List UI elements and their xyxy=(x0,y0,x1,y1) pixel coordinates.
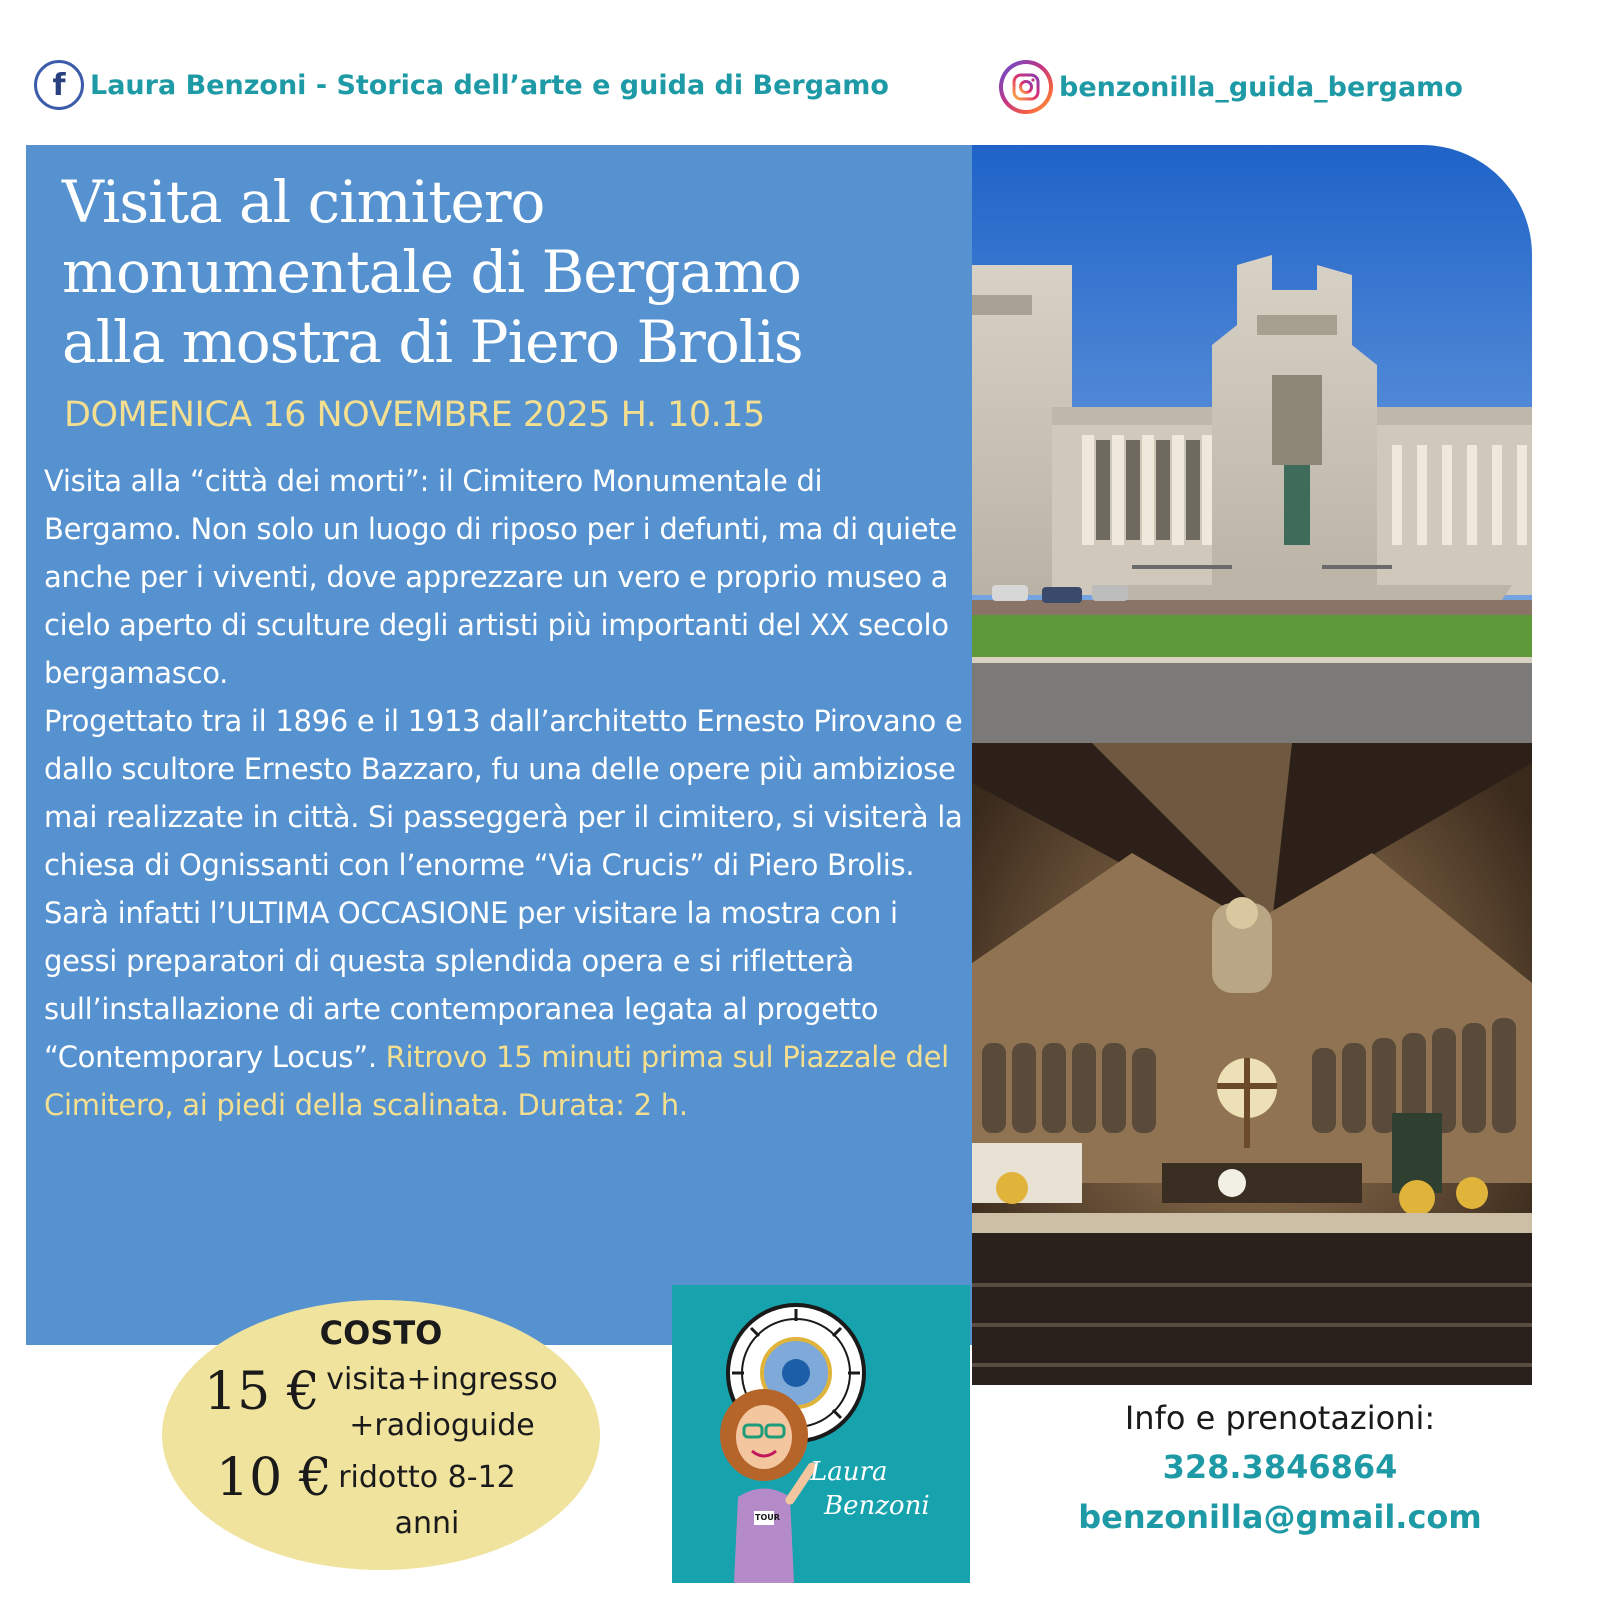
cost-box xyxy=(162,1300,600,1570)
description-paragraph-2: Progettato tra il 1896 e il 1913 dall’architetto Ernesto Pirovano e dallo scultore Ernesto Bazzaro, fu una delle opere più ambiziose mai realizzate in città. Si passeggerà per il cimitero, si visiterà la chiesa di Ognissanti con l’enorme “Via Crucis” di Piero Brolis. Sarà infatti l’ULTIMA OCCASIONE per visitare la mostra con i gessi preparatori di questa splendida opera e si rifletterà sull’installazione di arte contemporanea legata al progetto “Contemporary Locus”. xyxy=(44,704,963,1074)
laura-benzoni-logo xyxy=(672,1285,970,1583)
facebook-label: Laura Benzoni - Storica dell’arte e guida di Bergamo xyxy=(90,69,889,101)
logo-illustration xyxy=(672,1285,970,1583)
instagram-link[interactable] xyxy=(999,60,1463,114)
event-date: DOMENICA 16 NOVEMBRE 2025 H. 10.15 xyxy=(64,395,765,435)
photo-column xyxy=(972,145,1532,1385)
booking-info xyxy=(1040,1394,1520,1542)
logo-name-line-2: Benzoni xyxy=(824,1491,930,1521)
event-title-line-1: Visita al cimitero xyxy=(62,168,545,236)
event-description xyxy=(44,457,964,1129)
price-full: 15 € xyxy=(204,1362,320,1422)
logo-name xyxy=(810,1455,930,1523)
logo-tour-badge: TOUR xyxy=(755,1513,780,1522)
church-interior-photo xyxy=(972,743,1532,1385)
booking-phone[interactable]: 328.3846864 xyxy=(1162,1448,1398,1486)
logo-name-line-1: Laura xyxy=(810,1457,888,1487)
instagram-label: benzonilla_guida_bergamo xyxy=(1059,71,1463,103)
facebook-icon: f xyxy=(34,60,84,110)
event-panel xyxy=(26,145,972,1345)
cost-title: COSTO xyxy=(319,1314,443,1352)
event-title-line-2: monumentale di Bergamo xyxy=(62,238,801,306)
social-header xyxy=(34,60,1574,116)
event-title-line-3: alla mostra di Piero Brolis xyxy=(62,308,803,376)
meeting-note: Ritrovo 15 minuti prima sul Piazzale del Cimitero, ai piedi della scalinata. Durata: 2 h. xyxy=(44,1040,949,1122)
event-title xyxy=(62,167,942,377)
instagram-icon xyxy=(999,60,1053,114)
description-paragraph-1: Visita alla “città dei morti”: il Cimitero Monumentale di Bergamo. Non solo un luogo di riposo per i defunti, ma di quiete anche per i viventi, dove apprezzare un vero e proprio museo a cielo aperto di sculture degli artisti più importanti del XX secolo bergamasco. xyxy=(44,464,957,690)
facebook-link[interactable] xyxy=(34,60,889,110)
booking-label: Info e prenotazioni: xyxy=(1124,1399,1436,1437)
price-full-description-line-2: +radioguide xyxy=(349,1408,535,1443)
price-reduced-description-line-2: anni xyxy=(394,1506,460,1541)
price-reduced: 10 € xyxy=(216,1448,332,1508)
price-reduced-description-line-1: ridotto 8-12 xyxy=(338,1460,516,1495)
booking-email[interactable]: benzonilla@gmail.com xyxy=(1078,1498,1482,1536)
cemetery-exterior-photo xyxy=(972,145,1532,743)
price-full-description-line-1: visita+ingresso xyxy=(326,1362,558,1397)
